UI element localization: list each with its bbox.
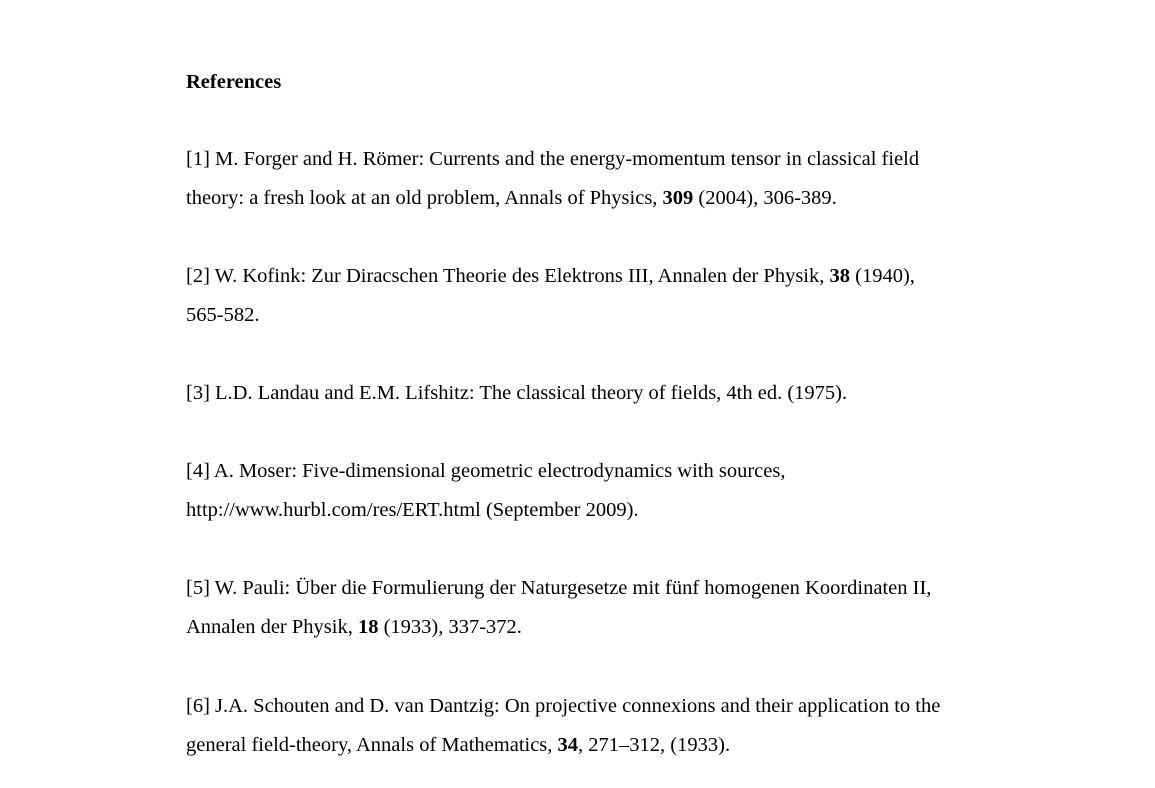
reference-2-line-1 (186, 257, 1046, 296)
reference-5 (186, 569, 1046, 647)
reference-5-volume: 18 (357, 616, 379, 638)
reference-6-line-1: [6] J.A. Schouten and D. van Dantzig: On projective connexions and their application to the (186, 695, 941, 717)
reference-1-volume: 309 (662, 187, 694, 209)
reference-1-pages: (2004), 306-389. (693, 187, 837, 209)
reference-6-volume: 34 (557, 734, 579, 756)
reference-6 (186, 687, 1046, 765)
reference-2 (186, 257, 1046, 335)
reference-5-line-2 (186, 608, 1046, 647)
reference-4-line-1: [4] A. Moser: Five-dimensional geometric electrodynamics with sources, (186, 460, 786, 482)
reference-4-url-line: http://www.hurbl.com/res/ERT.html (September 2009). (186, 499, 639, 521)
reference-6-line-2 (186, 726, 1046, 765)
references-heading: References (186, 71, 282, 93)
reference-3 (186, 374, 1046, 413)
reference-1-line-2 (186, 179, 1046, 218)
reference-2-volume: 38 (829, 265, 851, 287)
reference-1 (186, 140, 1046, 218)
reference-1-text: theory: a fresh look at an old problem, Annals of Physics, (186, 187, 663, 209)
reference-4 (186, 452, 1046, 530)
reference-5-line-1: [5] W. Pauli: Über die Formulierung der Naturgesetze mit fünf homogenen Koordinaten II, (186, 577, 932, 599)
reference-2-text: [2] W. Kofink: Zur Diracschen Theorie des Elektrons III, Annalen der Physik, (186, 265, 830, 287)
reference-6-pages: , 271–312, (1933). (578, 734, 731, 756)
reference-5-pages: (1933), 337-372. (378, 616, 522, 638)
reference-1-line-1: [1] M. Forger and H. Römer: Currents and the energy-momentum tensor in classical field (186, 148, 920, 170)
reference-2-line-2: 565-582. (186, 304, 260, 326)
reference-2-year: (1940), (850, 265, 915, 287)
reference-6-text: general field-theory, Annals of Mathematics, (186, 734, 558, 756)
reference-5-text: Annalen der Physik, (186, 616, 358, 638)
reference-3-line-1: [3] L.D. Landau and E.M. Lifshitz: The classical theory of fields, 4th ed. (1975). (186, 382, 848, 404)
